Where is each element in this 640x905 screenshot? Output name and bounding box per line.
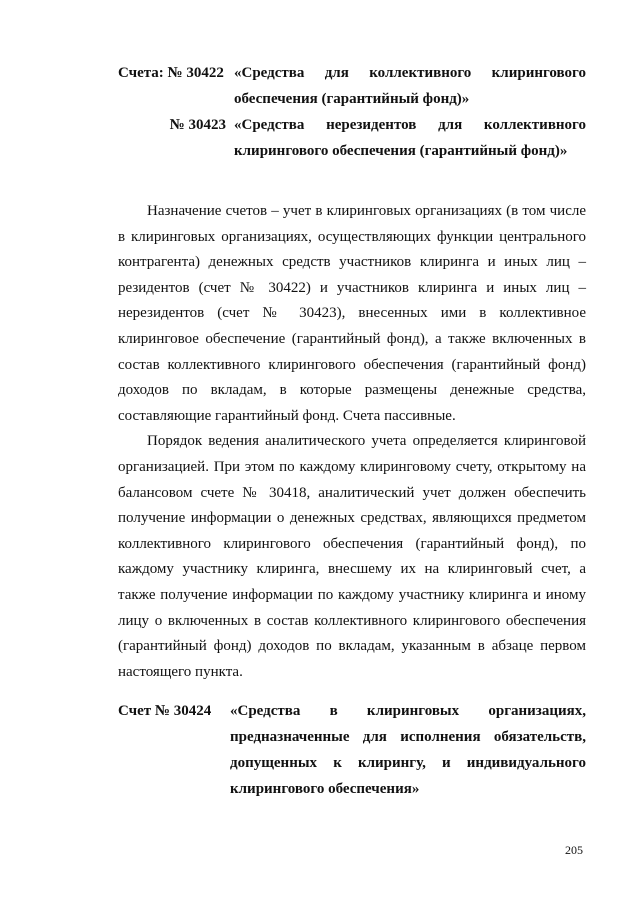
heading-label-30422: Счета: № 30422 bbox=[118, 65, 224, 81]
heading-text-30422: «Средства для коллективного клирингового обеспечения (гарантийный фонд)» bbox=[234, 65, 586, 107]
account-heading-30422-30423 bbox=[118, 60, 586, 164]
page-number: 205 bbox=[565, 843, 583, 857]
heading-row-30422 bbox=[118, 60, 586, 112]
account-heading-30424 bbox=[118, 698, 586, 802]
heading-label-30423: № 30423 bbox=[169, 117, 226, 133]
heading-label-30424: Счет № 30424 bbox=[118, 703, 212, 719]
paragraph-analytics-text: Порядок ведения аналитического учета определяется клиринговой организацией. При этом по каждому клиринговому счету, открытому на балансовом счете № 30418, аналитический учет должен обеспечить получение информации о денежных средствах, являющихся предметом коллективного клирингового обеспечения (гарантийный фонд), по каждому участнику клиринга, внесшему их на клиринговый счет, а также получение информации по каждому участнику клиринга и иному лицу о включенных в состав коллективного клирингового обеспечения (гарантийный фонд) доходов по вкладам, указанным в абзаце первом настоящего пункта. bbox=[118, 433, 586, 680]
heading-row-30424 bbox=[118, 698, 586, 802]
body-text bbox=[118, 199, 586, 685]
paragraph-purpose-text: Назначение счетов – учет в клиринговых организациях (в том числе в клиринговых организациях, осуществляющих функции центрального контрагента) денежных средств участников клиринга и иных лиц – резидентов (счет № 30422) и участников клиринга и иных лиц – нерезидентов (счет № 30423), внесенных ими в коллективное клиринговое обеспечение (гарантийный фонд), а также включенных в состав коллективного клирингового обеспечения (гарантийный фонд) доходов по вкладам, в которые размещены денежные средства, составляющие гарантийный фонд. Счета пассивные. bbox=[118, 203, 586, 424]
heading-text-30423: «Средства нерезидентов для коллективного клирингового обеспечения (гарантийный фонд)» bbox=[234, 117, 586, 159]
paragraph-analytics bbox=[118, 429, 586, 685]
heading-text-30424: «Средства в клиринговых организациях, предназначенные для исполнения обязательств, допущенных к клирингу, и индивидуального клирингового обеспечения» bbox=[230, 703, 586, 797]
paragraph-purpose bbox=[118, 199, 586, 429]
heading-row-30423 bbox=[118, 112, 586, 164]
